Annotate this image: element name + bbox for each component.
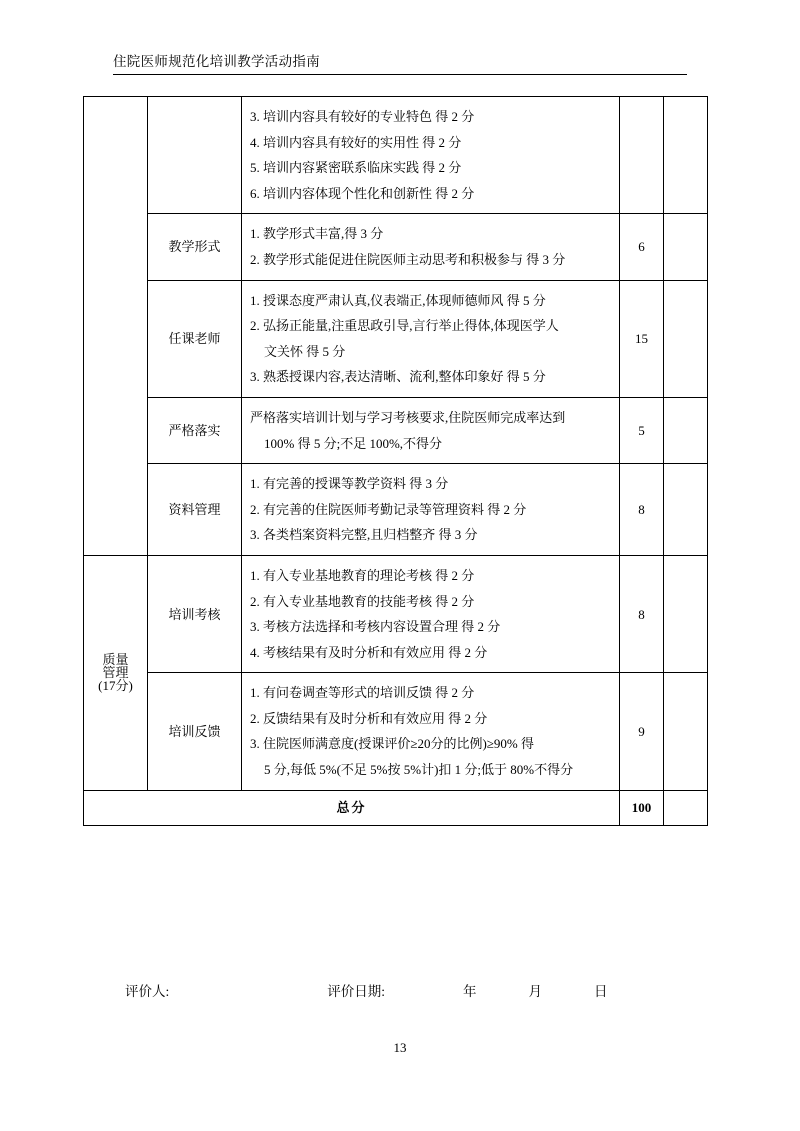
items-cell <box>242 397 620 463</box>
item-line: 3. 熟悉授课内容,表达清晰、流利,整体印象好 得 5 分 <box>250 369 546 385</box>
evaluation-date-label: 评价日期: <box>327 984 386 999</box>
item-line: 1. 教学形式丰富,得 3 分 <box>250 226 384 242</box>
score-cell: 8 <box>620 464 664 556</box>
remark-cell <box>664 97 708 214</box>
subject-cell: 教学形式 <box>148 214 242 280</box>
item-line: 3. 考核方法选择和考核内容设置合理 得 2 分 <box>250 619 501 635</box>
score-cell: 15 <box>620 280 664 397</box>
signature-section <box>83 980 707 1000</box>
table-row <box>84 97 708 214</box>
items-cell <box>242 464 620 556</box>
item-line: 6. 培训内容体现个性化和创新性 得 2 分 <box>250 185 475 201</box>
table-row <box>84 280 708 397</box>
remark-cell <box>664 214 708 280</box>
table-row <box>84 464 708 556</box>
items-cell <box>242 555 620 672</box>
header-title: 住院医师规范化培训教学活动指南 <box>113 54 320 69</box>
page-number: 13 <box>393 1040 407 1055</box>
score-cell: 6 <box>620 214 664 280</box>
category-cell-quality <box>84 555 148 790</box>
items-cell <box>242 280 620 397</box>
item-line: 100% 得 5 分;不足 100%,不得分 <box>264 435 443 451</box>
score-cell: 5 <box>620 397 664 463</box>
item-line: 2. 反馈结果有及时分析和有效应用 得 2 分 <box>250 710 488 726</box>
item-line: 1. 有入专业基地教育的理论考核 得 2 分 <box>250 567 475 583</box>
subject-cell: 任课老师 <box>148 280 242 397</box>
score-cell: 8 <box>620 555 664 672</box>
score-cell <box>620 97 664 214</box>
subject-cell: 培训反馈 <box>148 673 242 790</box>
item-line: 3. 培训内容具有较好的专业特色 得 2 分 <box>250 109 475 124</box>
item-line: 2. 有入专业基地教育的技能考核 得 2 分 <box>250 593 475 609</box>
item-line: 4. 培训内容具有较好的实用性 得 2 分 <box>250 134 462 150</box>
category-line-3: (17分) <box>98 678 133 694</box>
item-line: 严格落实培训计划与学习考核要求,住院医师完成率达到 <box>250 409 566 425</box>
evaluation-table-wrapper <box>83 96 707 826</box>
header-divider <box>113 74 687 75</box>
category-line-1: 质量 <box>102 652 129 668</box>
category-cell-continued <box>84 97 148 556</box>
total-remark <box>664 790 708 825</box>
item-line: 5 分,每低 5%(不足 5%按 5%计)扣 1 分;低于 80%不得分 <box>264 762 574 778</box>
table-total-row <box>84 790 708 825</box>
item-line: 3. 各类档案资料完整,且归档整齐 得 3 分 <box>250 527 478 543</box>
table-row <box>84 214 708 280</box>
page-header <box>113 50 687 75</box>
evaluator-label: 评价人: <box>125 984 170 999</box>
item-line: 1. 有问卷调查等形式的培训反馈 得 2 分 <box>250 685 475 701</box>
item-line: 5. 培训内容紧密联系临床实践 得 2 分 <box>250 160 462 176</box>
evaluation-table <box>83 96 708 826</box>
item-line: 4. 考核结果有及时分析和有效应用 得 2 分 <box>250 644 488 660</box>
table-row <box>84 673 708 790</box>
subject-cell: 严格落实 <box>148 397 242 463</box>
item-line: 3. 住院医师满意度(授课评价≥20分的比例)≥90% 得 <box>250 736 535 752</box>
subject-cell: 资料管理 <box>148 464 242 556</box>
month-label: 月 <box>528 984 543 999</box>
day-label: 日 <box>594 984 608 999</box>
item-line: 2. 弘扬正能量,注重思政引导,言行举止得体,体现医学人 <box>250 318 559 334</box>
total-label: 总分 <box>84 790 620 825</box>
items-cell <box>242 214 620 280</box>
total-score: 100 <box>620 790 664 825</box>
item-line: 2. 有完善的住院医师考勤记录等管理资料 得 2 分 <box>250 501 527 517</box>
remark-cell <box>664 464 708 556</box>
item-line: 1. 授课态度严肃认真,仪表端正,体现师德师风 得 5 分 <box>250 292 546 308</box>
items-cell <box>242 673 620 790</box>
subject-cell: 培训考核 <box>148 555 242 672</box>
table-row <box>84 397 708 463</box>
score-cell: 9 <box>620 673 664 790</box>
remark-cell <box>664 280 708 397</box>
item-line: 文关怀 得 5 分 <box>264 343 346 359</box>
table-row <box>84 555 708 672</box>
year-label: 年 <box>463 984 477 999</box>
remark-cell <box>664 673 708 790</box>
remark-cell <box>664 555 708 672</box>
subject-cell <box>148 97 242 214</box>
item-line: 1. 有完善的授课等教学资料 得 3 分 <box>250 476 449 492</box>
remark-cell <box>664 397 708 463</box>
items-cell <box>242 97 620 214</box>
item-line: 2. 教学形式能促进住院医师主动思考和积极参与 得 3 分 <box>250 251 566 267</box>
category-line-2: 管理 <box>102 665 129 681</box>
